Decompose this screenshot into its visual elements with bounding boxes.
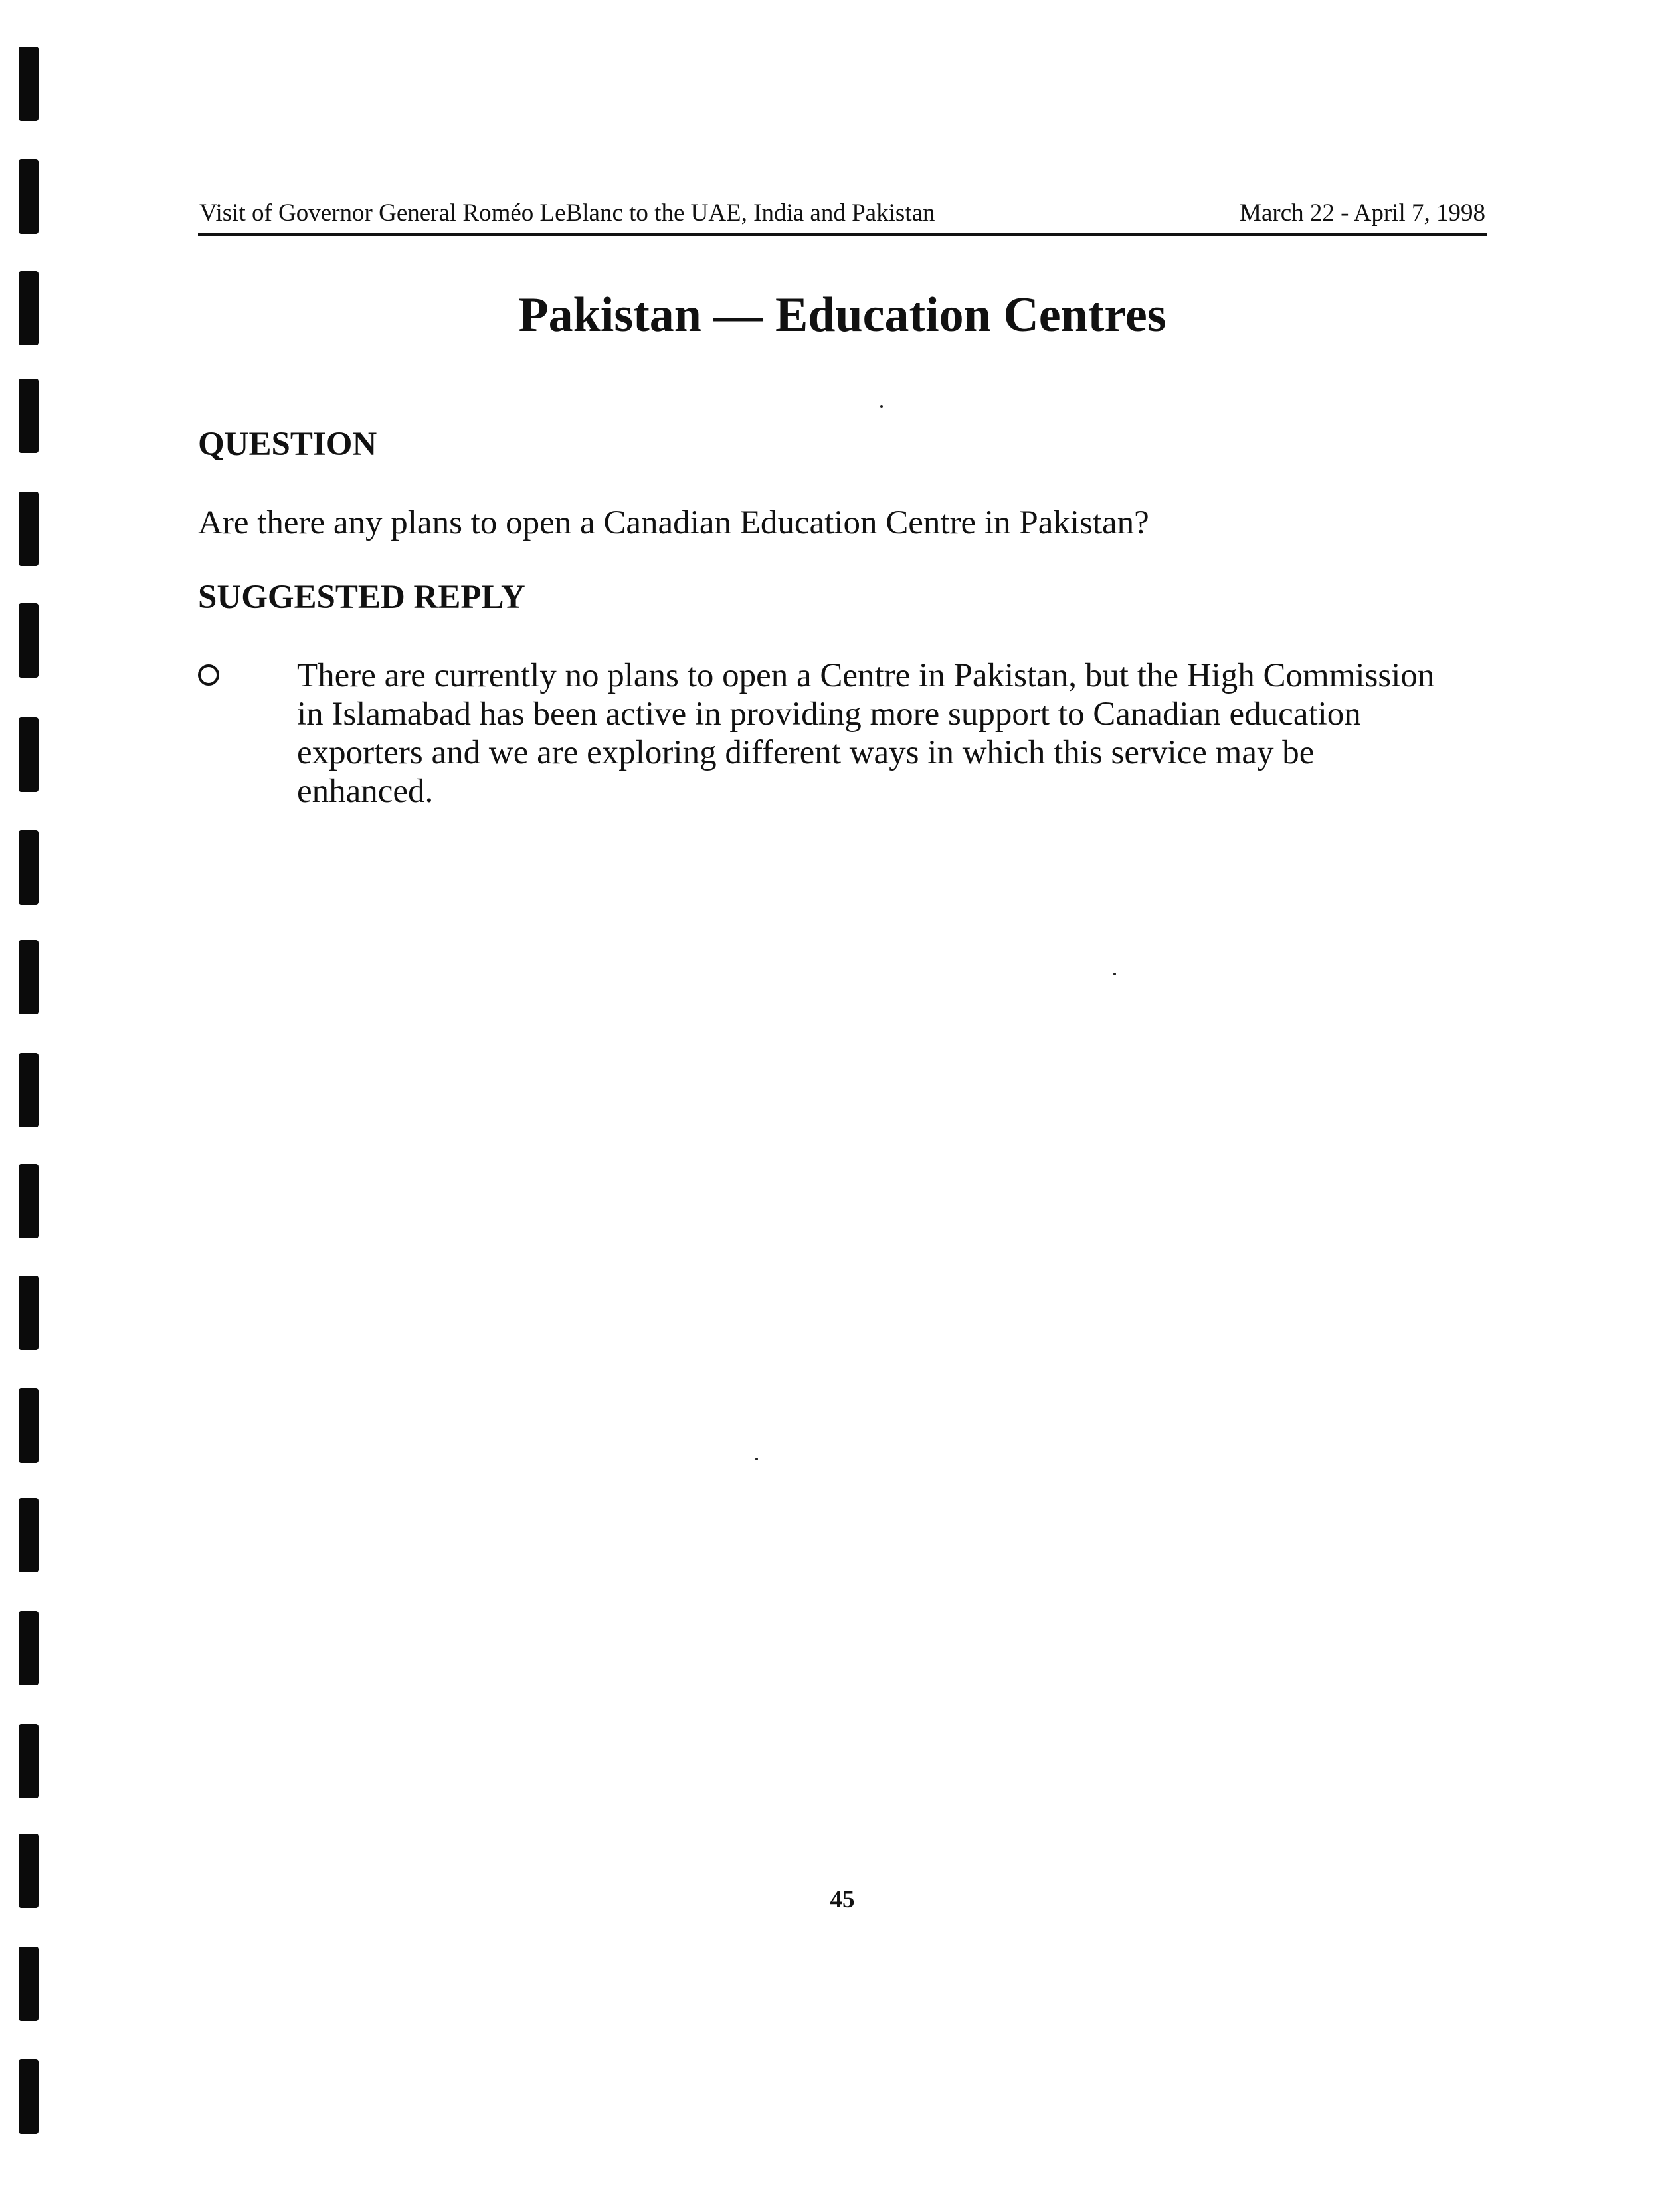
- page-title: Pakistan — Education Centres: [518, 288, 1167, 342]
- binding-mark: [19, 379, 39, 453]
- scan-speck: [880, 405, 883, 408]
- binding-mark: [19, 1388, 39, 1463]
- binding-mark: [19, 47, 39, 121]
- reply-line: in Islamabad has been active in providing more support to Canadian education: [297, 696, 1361, 733]
- binding-mark: [19, 1611, 39, 1685]
- suggested-reply-heading: SUGGESTED REPLY: [198, 579, 525, 616]
- binding-mark: [19, 1276, 39, 1350]
- binding-mark: [19, 159, 39, 234]
- header-event-title: Visit of Governor General Roméo LeBlanc to the UAE, India and Pakistan: [199, 199, 935, 227]
- question-heading: QUESTION: [198, 426, 377, 463]
- binding-mark: [19, 492, 39, 566]
- reply-line: There are currently no plans to open a Centre in Pakistan, but the High Commission: [297, 657, 1435, 694]
- reply-line: enhanced.: [297, 773, 434, 810]
- binding-mark: [19, 1947, 39, 2021]
- binding-mark: [19, 603, 39, 678]
- binding-mark: [19, 717, 39, 792]
- binding-mark: [19, 830, 39, 905]
- scan-speck: [755, 1458, 758, 1460]
- binding-mark: [19, 1498, 39, 1572]
- scan-speck: [1113, 973, 1116, 975]
- binding-mark: [19, 940, 39, 1014]
- header-date-range: March 22 - April 7, 1998: [1240, 199, 1485, 227]
- binding-mark: [19, 1724, 39, 1798]
- question-text: Are there any plans to open a Canadian Education Centre in Pakistan?: [198, 504, 1149, 541]
- binding-mark: [19, 1834, 39, 1908]
- binding-mark: [19, 2059, 39, 2134]
- running-header: [198, 193, 1487, 236]
- page-number: 45: [830, 1886, 855, 1913]
- reply-paragraph: [297, 656, 1486, 810]
- binding-mark: [19, 1053, 39, 1127]
- binding-mark: [19, 271, 39, 345]
- reply-line: exporters and we are exploring different ways in which this service may be: [297, 734, 1315, 771]
- bullet-circle-icon: [198, 664, 219, 686]
- binding-mark: [19, 1164, 39, 1238]
